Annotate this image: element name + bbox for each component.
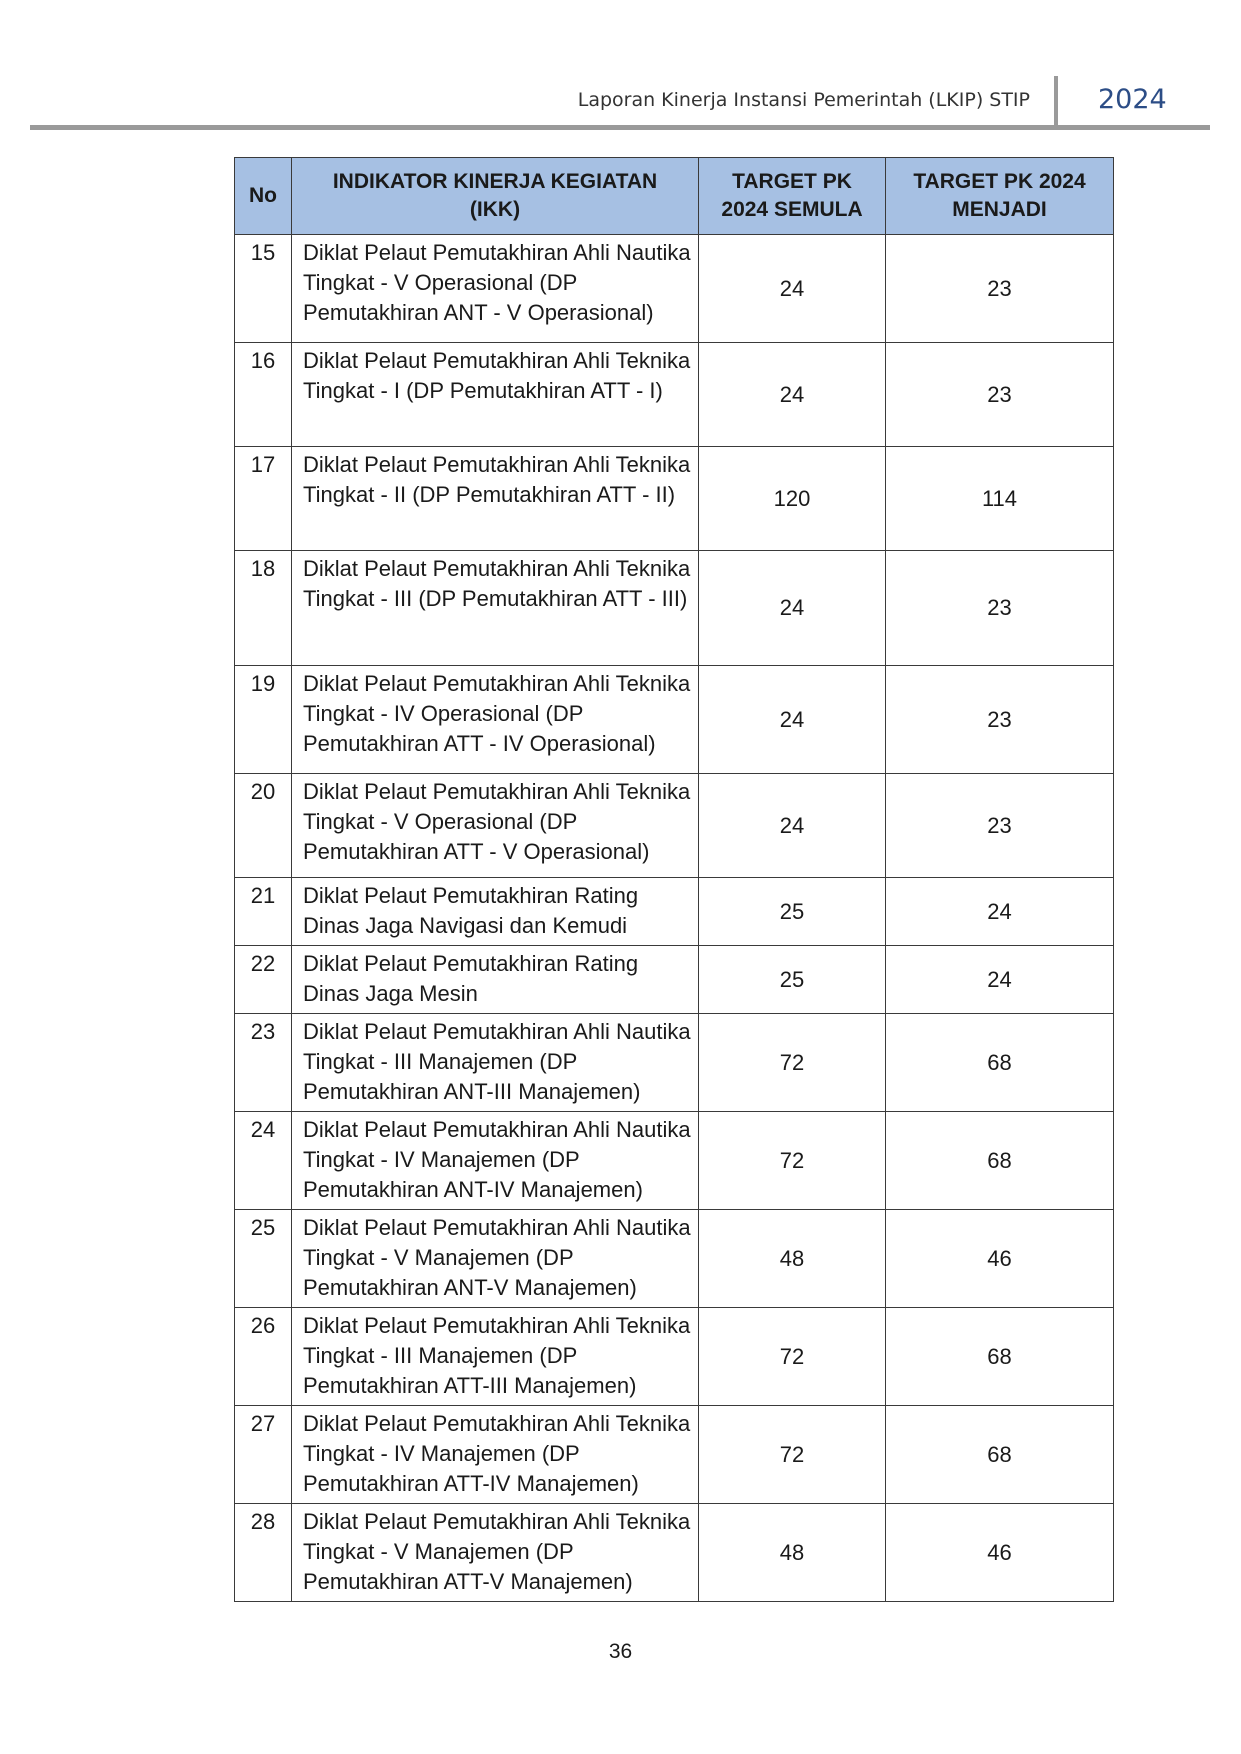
row-indikator: Diklat Pelaut Pemutakhiran Ahli Nautika Tingkat - III Manajemen (DP Pemutakhiran ANT-III Manajemen) <box>292 1014 699 1112</box>
row-target-semula: 24 <box>699 551 886 666</box>
row-indikator: Diklat Pelaut Pemutakhiran Ahli Nautika Tingkat - IV Manajemen (DP Pemutakhiran ANT-IV Manajemen) <box>292 1112 699 1210</box>
table-row <box>235 1308 1114 1406</box>
row-indikator: Diklat Pelaut Pemutakhiran Ahli Teknika Tingkat - III (DP Pemutakhiran ATT - III) <box>292 551 699 666</box>
row-target-menjadi: 23 <box>886 666 1114 774</box>
row-number: 19 <box>235 666 292 774</box>
page-header <box>30 76 1210 132</box>
row-target-semula: 25 <box>699 946 886 1014</box>
row-number: 22 <box>235 946 292 1014</box>
row-target-menjadi: 114 <box>886 447 1114 551</box>
table-row <box>235 235 1114 343</box>
table-row <box>235 1112 1114 1210</box>
row-target-semula: 72 <box>699 1014 886 1112</box>
row-indikator: Diklat Pelaut Pemutakhiran Ahli Teknika Tingkat - I (DP Pemutakhiran ATT - I) <box>292 343 699 447</box>
row-target-menjadi: 46 <box>886 1504 1114 1602</box>
row-target-semula: 25 <box>699 878 886 946</box>
header-target-semula: TARGET PK 2024 SEMULA <box>699 158 886 235</box>
row-number: 17 <box>235 447 292 551</box>
row-target-semula: 48 <box>699 1210 886 1308</box>
row-indikator: Diklat Pelaut Pemutakhiran Ahli Teknika Tingkat - V Operasional (DP Pemutakhiran ATT - V Operasional) <box>292 774 699 878</box>
table-row <box>235 774 1114 878</box>
header-indikator: INDIKATOR KINERJA KEGIATAN (IKK) <box>292 158 699 235</box>
table-row <box>235 946 1114 1014</box>
row-number: 18 <box>235 551 292 666</box>
row-target-semula: 72 <box>699 1406 886 1504</box>
header-no: No <box>235 158 292 235</box>
row-number: 15 <box>235 235 292 343</box>
row-indikator: Diklat Pelaut Pemutakhiran Ahli Nautika Tingkat - V Manajemen (DP Pemutakhiran ANT-V Manajemen) <box>292 1210 699 1308</box>
row-target-menjadi: 68 <box>886 1112 1114 1210</box>
row-indikator: Diklat Pelaut Pemutakhiran Ahli Nautika Tingkat - V Operasional (DP Pemutakhiran ANT - V Operasional) <box>292 235 699 343</box>
row-target-menjadi: 23 <box>886 774 1114 878</box>
table-row <box>235 666 1114 774</box>
row-indikator: Diklat Pelaut Pemutakhiran Ahli Teknika Tingkat - III Manajemen (DP Pemutakhiran ATT-III Manajemen) <box>292 1308 699 1406</box>
report-year: 2024 <box>1098 84 1167 115</box>
row-number: 26 <box>235 1308 292 1406</box>
row-target-semula: 120 <box>699 447 886 551</box>
row-target-menjadi: 46 <box>886 1210 1114 1308</box>
row-number: 20 <box>235 774 292 878</box>
table-body <box>235 235 1114 1602</box>
row-target-semula: 24 <box>699 774 886 878</box>
row-target-menjadi: 24 <box>886 878 1114 946</box>
row-target-semula: 24 <box>699 666 886 774</box>
row-target-semula: 24 <box>699 235 886 343</box>
table-row <box>235 551 1114 666</box>
table-row <box>235 1406 1114 1504</box>
row-target-menjadi: 68 <box>886 1014 1114 1112</box>
row-number: 23 <box>235 1014 292 1112</box>
row-number: 16 <box>235 343 292 447</box>
row-target-menjadi: 24 <box>886 946 1114 1014</box>
row-number: 21 <box>235 878 292 946</box>
table-header-row <box>235 158 1114 235</box>
row-target-menjadi: 68 <box>886 1406 1114 1504</box>
row-target-menjadi: 23 <box>886 551 1114 666</box>
ikk-table-container <box>234 157 1114 1602</box>
header-divider-vertical <box>1054 76 1058 126</box>
row-number: 27 <box>235 1406 292 1504</box>
ikk-target-table <box>234 157 1114 1602</box>
row-indikator: Diklat Pelaut Pemutakhiran Ahli Teknika Tingkat - V Manajemen (DP Pemutakhiran ATT-V Manajemen) <box>292 1504 699 1602</box>
row-target-semula: 72 <box>699 1112 886 1210</box>
table-row <box>235 343 1114 447</box>
row-target-semula: 24 <box>699 343 886 447</box>
row-number: 25 <box>235 1210 292 1308</box>
table-row <box>235 1504 1114 1602</box>
row-indikator: Diklat Pelaut Pemutakhiran Rating Dinas Jaga Navigasi dan Kemudi <box>292 878 699 946</box>
row-number: 28 <box>235 1504 292 1602</box>
row-indikator: Diklat Pelaut Pemutakhiran Ahli Teknika Tingkat - IV Operasional (DP Pemutakhiran ATT - IV Operasional) <box>292 666 699 774</box>
table-row <box>235 1210 1114 1308</box>
header-target-menjadi: TARGET PK 2024 MENJADI <box>886 158 1114 235</box>
row-target-semula: 48 <box>699 1504 886 1602</box>
table-row <box>235 878 1114 946</box>
row-number: 24 <box>235 1112 292 1210</box>
row-indikator: Diklat Pelaut Pemutakhiran Ahli Teknika Tingkat - II (DP Pemutakhiran ATT - II) <box>292 447 699 551</box>
report-title: Laporan Kinerja Instansi Pemerintah (LKIP) STIP <box>577 89 1030 111</box>
row-target-menjadi: 23 <box>886 235 1114 343</box>
row-target-semula: 72 <box>699 1308 886 1406</box>
table-row <box>235 447 1114 551</box>
row-target-menjadi: 68 <box>886 1308 1114 1406</box>
table-row <box>235 1014 1114 1112</box>
row-target-menjadi: 23 <box>886 343 1114 447</box>
row-indikator: Diklat Pelaut Pemutakhiran Rating Dinas Jaga Mesin <box>292 946 699 1014</box>
row-indikator: Diklat Pelaut Pemutakhiran Ahli Teknika Tingkat - IV Manajemen (DP Pemutakhiran ATT-IV Manajemen) <box>292 1406 699 1504</box>
page-number: 36 <box>608 1640 633 1663</box>
header-rule <box>30 125 1210 130</box>
